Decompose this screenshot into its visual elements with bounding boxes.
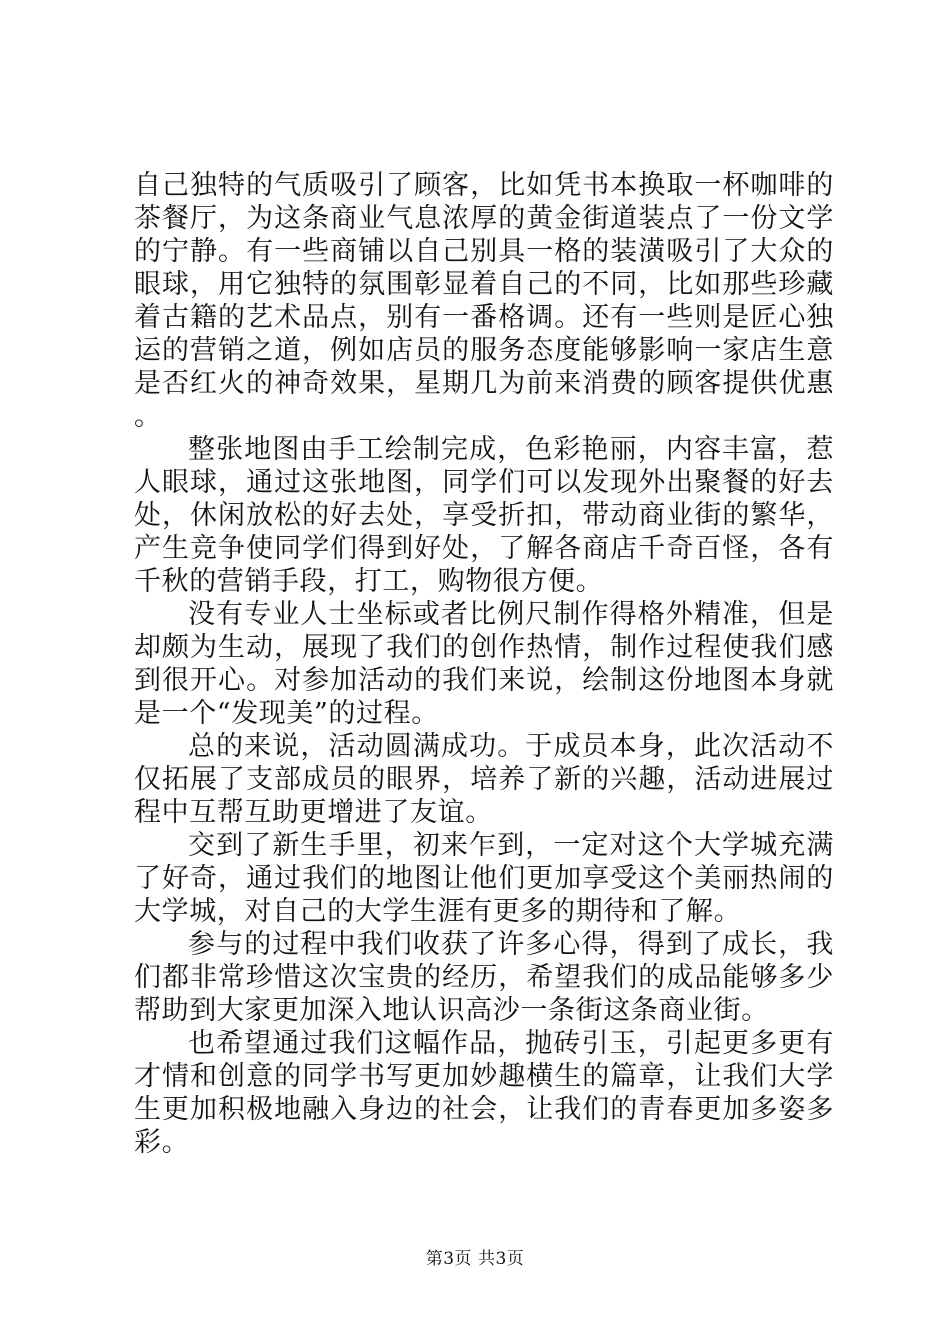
page-number-label: 第3页 共3页 [425,1249,525,1269]
paragraph-1: 自己独特的气质吸引了顾客，比如凭书本换取一杯咖啡的茶餐厅，为这条商业气息浓厚的黄金街道装点了一份文学的宁静。有一些商铺以自己别具一格的装潢吸引了大众的眼球，用它独特的氛围彰显着自己的不同，比如那些珍藏着古籍的艺术品点，别有一番格调。还有一些则是匠心独运的营销之道，例如店员的服务态度能够影响一家店生意是否红火的神奇效果，星期几为前来消费的顾客提供优惠。 [134,170,834,432]
paragraph-3: 没有专业人士坐标或者比例尺制作得格外精准，但是却颇为生动，展现了我们的创作热情，制作过程使我们感到很开心。对参加活动的我们来说，绘制这份地图本身就是一个“发现美”的过程。 [134,599,834,729]
paragraph-5: 交到了新生手里，初来乍到，一定对这个大学城充满了好奇，通过我们的地图让他们更加享受这个美丽热闹的大学城，对自己的大学生涯有更多的期待和了解。 [134,830,834,927]
document-body [134,169,834,1159]
paragraph-6: 参与的过程中我们收获了许多心得，得到了成长，我们都非常珍惜这次宝贵的经历，希望我们的成品能够多少帮助到大家更加深入地认识高沙一条街这条商业街。 [134,929,834,1026]
page-footer [0,1244,950,1269]
paragraph-4: 总的来说，活动圆满成功。于成员本身，此次活动不仅拓展了支部成员的眼界，培养了新的兴趣，活动进展过程中互帮互助更增进了友谊。 [134,731,834,828]
paragraph-7: 也希望通过我们这幅作品，抛砖引玉，引起更多更有才情和创意的同学书写更加妙趣横生的篇章，让我们大学生更加积极地融入身边的社会，让我们的青春更加多姿多彩。 [134,1028,834,1158]
paragraph-2: 整张地图由手工绘制完成，色彩艳丽，内容丰富，惹人眼球，通过这张地图，同学们可以发现外出聚餐的好去处，休闲放松的好去处，享受折扣，带动商业街的繁华，产生竞争使同学们得到好处，了解各商店千奇百怪，各有千秋的营销手段，打工，购物很方便。 [134,434,834,597]
